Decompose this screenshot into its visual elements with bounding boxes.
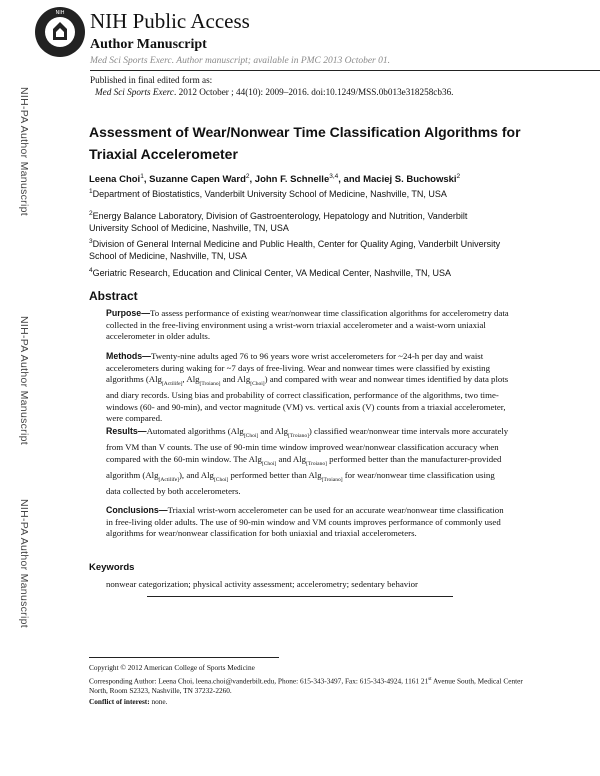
author-sep: , and — [338, 174, 364, 186]
alg-subscript: [Troiano] — [321, 476, 343, 483]
availability-note: Med Sci Sports Exerc. Author manuscript; available in PMC 2013 October 01. — [90, 56, 390, 66]
abstract-purpose — [106, 308, 511, 343]
alg-subscript: [Troiano] — [288, 432, 309, 439]
results-text: Automated algorithms (Alg — [146, 426, 244, 436]
journal-name: Med Sci Sports Exerc — [95, 87, 175, 97]
sidebar-watermark-3: NIH-PA Author Manuscript — [18, 499, 30, 628]
methods-text: Twenty-nine adults aged 76 to 96 years wore wrist accelerometers for ~24-h per day and waist accelerometers during waking for ~7 days of free-living. Wear and nonwear times were classified by existing algorithms (Alg — [106, 351, 490, 384]
alg-subscript: [Choi] — [243, 432, 259, 439]
author-affil-sup: 2 — [456, 173, 461, 180]
abstract-heading: Abstract — [89, 289, 138, 303]
affiliation-3 — [89, 236, 509, 262]
coi-text: none. — [149, 697, 168, 706]
affiliation-4 — [89, 265, 509, 279]
footnote-divider — [89, 657, 279, 658]
affiliation-text: Energy Balance Laboratory, Division of Gastroenterology, Hepatology and Nutrition, Vanderbilt University School of Medicine, Nashville, TN, USA — [89, 211, 468, 233]
author-name: John F. Schnelle — [254, 174, 330, 186]
purpose-label: Purpose— — [106, 308, 150, 318]
affiliation-sup: 1 — [89, 188, 93, 195]
abstract-methods: Methods—Twenty-nine adults aged 76 to 96 years wore wrist accelerometers for ~24-h per day and waist accelerometers during waking for ~7 days of free-living. Wear and nonwear times were classified by existing algorithms (Alg$_{[Actilife]}$, Alg$_{[Troiano]}$ and Alg$_{[Choi]}$) and compared with wear and nonwear times identified by data plots and diary records. Using bias and probability of correct classification, performance of the algorithms, two time-windows (60- and 90-min), and vector magnitude (VM) vs. vertical axis (V) counts from a triaxial accelerometer, were compared. — [106, 351, 509, 424]
alg-subscript: [Choi] — [250, 380, 265, 387]
author-list — [89, 173, 460, 185]
copyright-note: Copyright © 2012 American College of Sports Medicine — [89, 663, 255, 672]
alg-subscript: [Choi] — [213, 476, 229, 483]
author-sep: , — [249, 174, 255, 186]
svg-text:NIH: NIH — [55, 10, 65, 16]
affiliation-sup: 4 — [89, 267, 93, 274]
methods-label: Methods— — [106, 351, 151, 361]
affiliation-sup: 2 — [89, 210, 93, 217]
nih-public-access-title: NIH Public Access — [90, 9, 250, 33]
conclusions-text: Triaxial wrist-worn accelerometer can be used for an accurate wear/nonwear time classification in free-living older adults. The use of 90-min window and VM counts improves performance of commonly used algorithms for wear/nonwear classification for both uniaxial and triaxial accelerometers. — [106, 505, 504, 538]
correspondence-sup: st — [428, 677, 432, 682]
alg-subscript: [Troiano] — [199, 380, 221, 387]
citation — [95, 87, 453, 97]
affiliation-text: Geriatric Research, Education and Clinical Center, VA Medical Center, Nashville, TN, USA — [92, 268, 451, 278]
correspondence-note — [89, 675, 529, 696]
article-title: Assessment of Wear/Nonwear Time Classification Algorithms for Triaxial Accelerometer — [89, 124, 521, 162]
keywords-heading: Keywords — [89, 562, 135, 573]
sidebar-watermark-1: NIH-PA Author Manuscript — [18, 87, 30, 216]
methods-text: ) and compared with wear and nonwear times identified by data plots and diary records. Using bias and probability of correct classification, performance of the algorithms, two time-windows (60- and 90-min), and vector magnitude (VM) vs. vertical axis (V) counts from a triaxial accelerometer, were compared. — [106, 374, 509, 424]
correspondence-text: Avenue South, Medical Center North, Room S2323, Nashville, TN 37232-2260. — [89, 676, 523, 696]
affiliation-2 — [89, 208, 509, 234]
coi-label: Conflict of interest: — [89, 697, 150, 706]
correspondence-text: Corresponding Author: Leena Choi, leena.choi@vanderbilt.edu, Phone: 615-343-3497, Fax: 615-343-4924, 1161 21 — [89, 676, 429, 686]
affiliation-text: Department of Biostatistics, Vanderbilt University School of Medicine, Nashville, TN, USA — [92, 189, 447, 199]
author-affil-sup: 1 — [140, 173, 144, 180]
citation-details: . 2012 October ; 44(10): 2009–2016. doi:10.1249/MSS.0b013e318258cb36. — [174, 87, 454, 97]
alg-subscript: [Actilife] — [158, 476, 179, 483]
results-text: ), and Alg — [179, 470, 214, 480]
author-affil-sup: 3,4 — [329, 173, 339, 180]
abstract-results: Results—Automated algorithms (Alg$_{[Choi]}$ and Alg$_{[Troiano]}$) classified wear/nonwear time intervals more accurately from VM than V counts. The use of 90-min time window improved wear/nonwear classification accuracy when compared with the 60-min window. The Alg$_{[Choi]}$ and Alg$_{[Troiano]}$ performed better than the manufacturer-provided algorithm (Alg$_{[Actilife]}$), and Alg$_{[Choi]}$ performed better than Alg$_{[Troiano]}$ for wear/nonwear time classification using data collected by both accelerometers. — [106, 426, 509, 497]
alg-subscript: [Troiano] — [306, 460, 327, 467]
alg-subscript: [Choi] — [261, 460, 277, 467]
sidebar-watermark-2: NIH-PA Author Manuscript — [18, 316, 30, 445]
author-name: Suzanne Capen Ward — [149, 174, 246, 186]
results-text: performed better than the manufacturer-provided algorithm (Alg — [106, 453, 502, 480]
keywords-text: nonwear categorization; physical activity assessment; accelerometry; sedentary behavior — [106, 579, 418, 589]
results-text: performed better than Alg — [228, 470, 322, 480]
results-text: for wear/nonwear time classification using data collected by both accelerometers. — [106, 470, 495, 497]
nih-seal-logo — [34, 6, 86, 58]
purpose-text: To assess performance of existing wear/nonwear time classification algorithms for accelerometry data collected in the free-living environment using a wrist-worn triaxial accelerometer and a waist-worn uniaxial accelerometer in older adults. — [106, 308, 509, 341]
affiliation-sup: 3 — [89, 238, 93, 245]
author-name: Maciej S. Buchowski — [363, 174, 457, 186]
conclusions-label: Conclusions— — [106, 505, 168, 515]
results-label: Results— — [106, 426, 147, 436]
author-affil-sup: 2 — [245, 173, 250, 180]
abstract-conclusions — [106, 505, 511, 540]
header-divider — [90, 70, 600, 71]
author-name: Leena Choi — [89, 174, 141, 186]
author-manuscript-label: Author Manuscript — [90, 37, 207, 52]
affiliation-1 — [89, 186, 509, 200]
alg-subscript: [Actilife] — [161, 380, 183, 387]
results-text: ) classified wear/nonwear time intervals more accurately from VM than V counts. The use of 90-min time window improved wear/nonwear classification accuracy when compared with the 60-min window. The Alg — [106, 426, 509, 464]
published-label: Published in final edited form as: — [90, 75, 213, 85]
affiliation-text: Division of General Internal Medicine and Public Health, Center for Quality Aging, Vanderbilt University School of Medicine, Nashville, TN, USA — [89, 239, 501, 261]
conflict-of-interest — [89, 697, 529, 707]
section-divider — [147, 596, 453, 597]
author-sep: , — [143, 174, 150, 186]
